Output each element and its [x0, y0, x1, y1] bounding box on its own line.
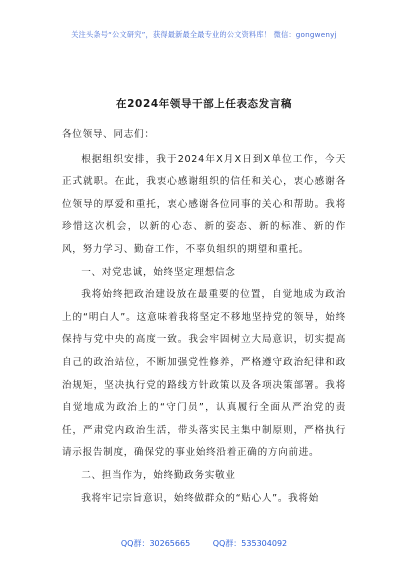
qq-group-2: QQ群：535304092 — [212, 539, 288, 548]
paragraph: 我将始终把政治建设放在最重要的位置，自觉地成为政治上的“明白人”。这意味着我将坚定不移地坚持党的领导，始终保持与党中央的高度一致。我会牢固树立大局意识，切实提高自己的政治站位，不断加强党性修养，严格遵守政治纪律和政治规矩，坚决执行党的路线方针政策以及各项决策部署。我将自觉地成为政治上的“守门员”，认真履行全面从严治党的责任，严肃党内政治生活，带头落实民主集中制原则，严格执行请示报告制度，确保党的事业始终沿着正确的方向前进。 — [62, 289, 346, 459]
section-heading: 二、担当作为，始终勤政务实敬业 — [81, 469, 236, 481]
promo-header: 关注头条号“公文研究”，获得最新最全最专业的公文资料库！ 微信：gongwenyj — [71, 30, 337, 39]
qq-group-1: QQ群：30265665 — [120, 539, 191, 548]
qq-footer — [0, 538, 408, 549]
paragraph: 我将牢记宗旨意识，始终做群众的“贴心人”。我将始 — [81, 492, 319, 504]
document-body — [62, 118, 346, 510]
paragraph: 根据组织安排，我于2024年X月X日到X单位工作，今天正式就职。在此，我衷心感谢组织的信任和关心，衷心感谢各位领导的厚爱和重托，衷心感谢各位同事的关心和帮助。我将珍惜这次机会，以新的心态、新的姿态、新的标准、新的作风，努力学习、勤奋工作，不辜负组织的期望和重托。 — [62, 153, 346, 255]
document-title: 在2024年领导干部上任表态发言稿 — [116, 98, 292, 110]
salutation: 各位领导、同志们： — [62, 129, 155, 140]
section-heading: 一、对党忠诚，始终坚定理想信念 — [81, 266, 236, 278]
